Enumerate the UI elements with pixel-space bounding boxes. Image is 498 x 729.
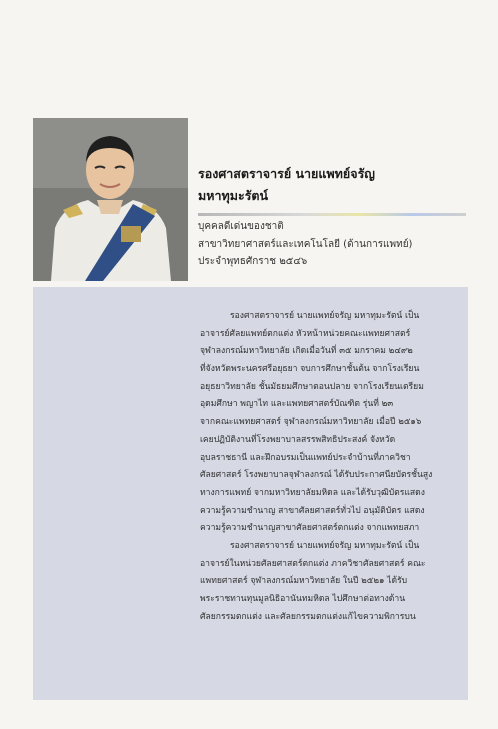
body-line: อุดมศึกษา พญาไท และแพทยศาสตร์บัณฑิต รุ่นที่ ๒๓: [200, 399, 394, 410]
body-line: พระราชทานทุนมูลนิธิอานันทมหิดล ไปศึกษาต่อทางด้าน: [200, 594, 406, 604]
body-line: รองศาสตราจารย์ นายแพทย์จรัญ มหาทุมะรัตน์ เป็น: [230, 540, 420, 551]
body-line: แพทยศาสตร์ จุฬาลงกรณ์มหาวิทยาลัย ในปี ๒๕๒๑ ได้รับ: [200, 576, 408, 587]
profile-name-line1: รองศาสตราจารย์ นายแพทย์จรัญ: [198, 166, 375, 181]
body-line: รองศาสตราจารย์ นายแพทย์จรัญ มหาทุมะรัตน์ เป็น: [230, 311, 420, 321]
body-line: ศัลยศาสตร์ โรงพยาบาลจุฬาลงกรณ์ ได้รับประกาศนียบัตรชั้นสูง: [200, 470, 433, 481]
profile-meta: [198, 218, 468, 271]
profile-name: [198, 163, 468, 207]
body-line: อยุธยาวิทยาลัย ชั้นมัธยมศึกษาตอนปลาย จากโรงเรียนเตรียม: [200, 381, 424, 392]
body-line: ทางการแพทย์ จากมหาวิทยาลัยมหิดล และได้รับวุฒิบัตรแสดง: [200, 487, 425, 498]
body-line: ความรู้ความชำนาญสาขาศัลยศาสตร์ตกแต่ง จากแพทยสภา: [200, 523, 420, 534]
profile-subtitle: บุคคลดีเด่นของชาติ: [198, 221, 284, 232]
portrait-photo: [33, 118, 188, 281]
biography-text: [200, 308, 462, 626]
body-line: ความรู้ความชำนาญ สาขาศัลยศาสตร์ทั่วไป อนุมัติบัตร แสดง: [200, 505, 425, 516]
body-line: อาจารย์ในหน่วยศัลยศาสตร์ตกแต่ง ภาควิชาศัลยศาสตร์ คณะ: [200, 558, 426, 569]
profile-year: ประจำพุทธศักราช ๒๕๔๖: [198, 256, 308, 267]
body-line: ศัลยกรรมตกแต่ง และศัลยกรรมตกแต่งแก้ไขความพิการบน: [200, 611, 416, 622]
body-line: ที่จังหวัดพระนครศรีอยุธยา จบการศึกษาชั้นต้น จากโรงเรียน: [200, 364, 420, 375]
body-line: จากคณะแพทยศาสตร์ จุฬาลงกรณ์มหาวิทยาลัย เมื่อปี ๒๕๑๖: [200, 417, 422, 428]
body-line: เคยปฏิบัติงานที่โรงพยาบาลสรรพสิทธิประสงค์ จังหวัด: [200, 434, 396, 445]
body-line: อาจารย์ศัลยแพทย์ตกแต่ง หัวหน้าหน่วยคณะแพทยศาสตร์: [200, 328, 411, 339]
body-line: อุบลราชธานี และฝึกอบรมเป็นแพทย์ประจำบ้านที่ภาควิชา: [200, 452, 411, 463]
body-line: จุฬาลงกรณ์มหาวิทยาลัย เกิดเมื่อวันที่ ๓๕ มกราคม ๒๔๙๒: [200, 346, 413, 357]
title-divider: [198, 213, 466, 216]
profile-field: สาขาวิทยาศาสตร์และเทคโนโลยี (ด้านการแพทย์): [198, 238, 413, 250]
profile-name-line2: มหาทุมะรัตน์: [198, 188, 269, 203]
